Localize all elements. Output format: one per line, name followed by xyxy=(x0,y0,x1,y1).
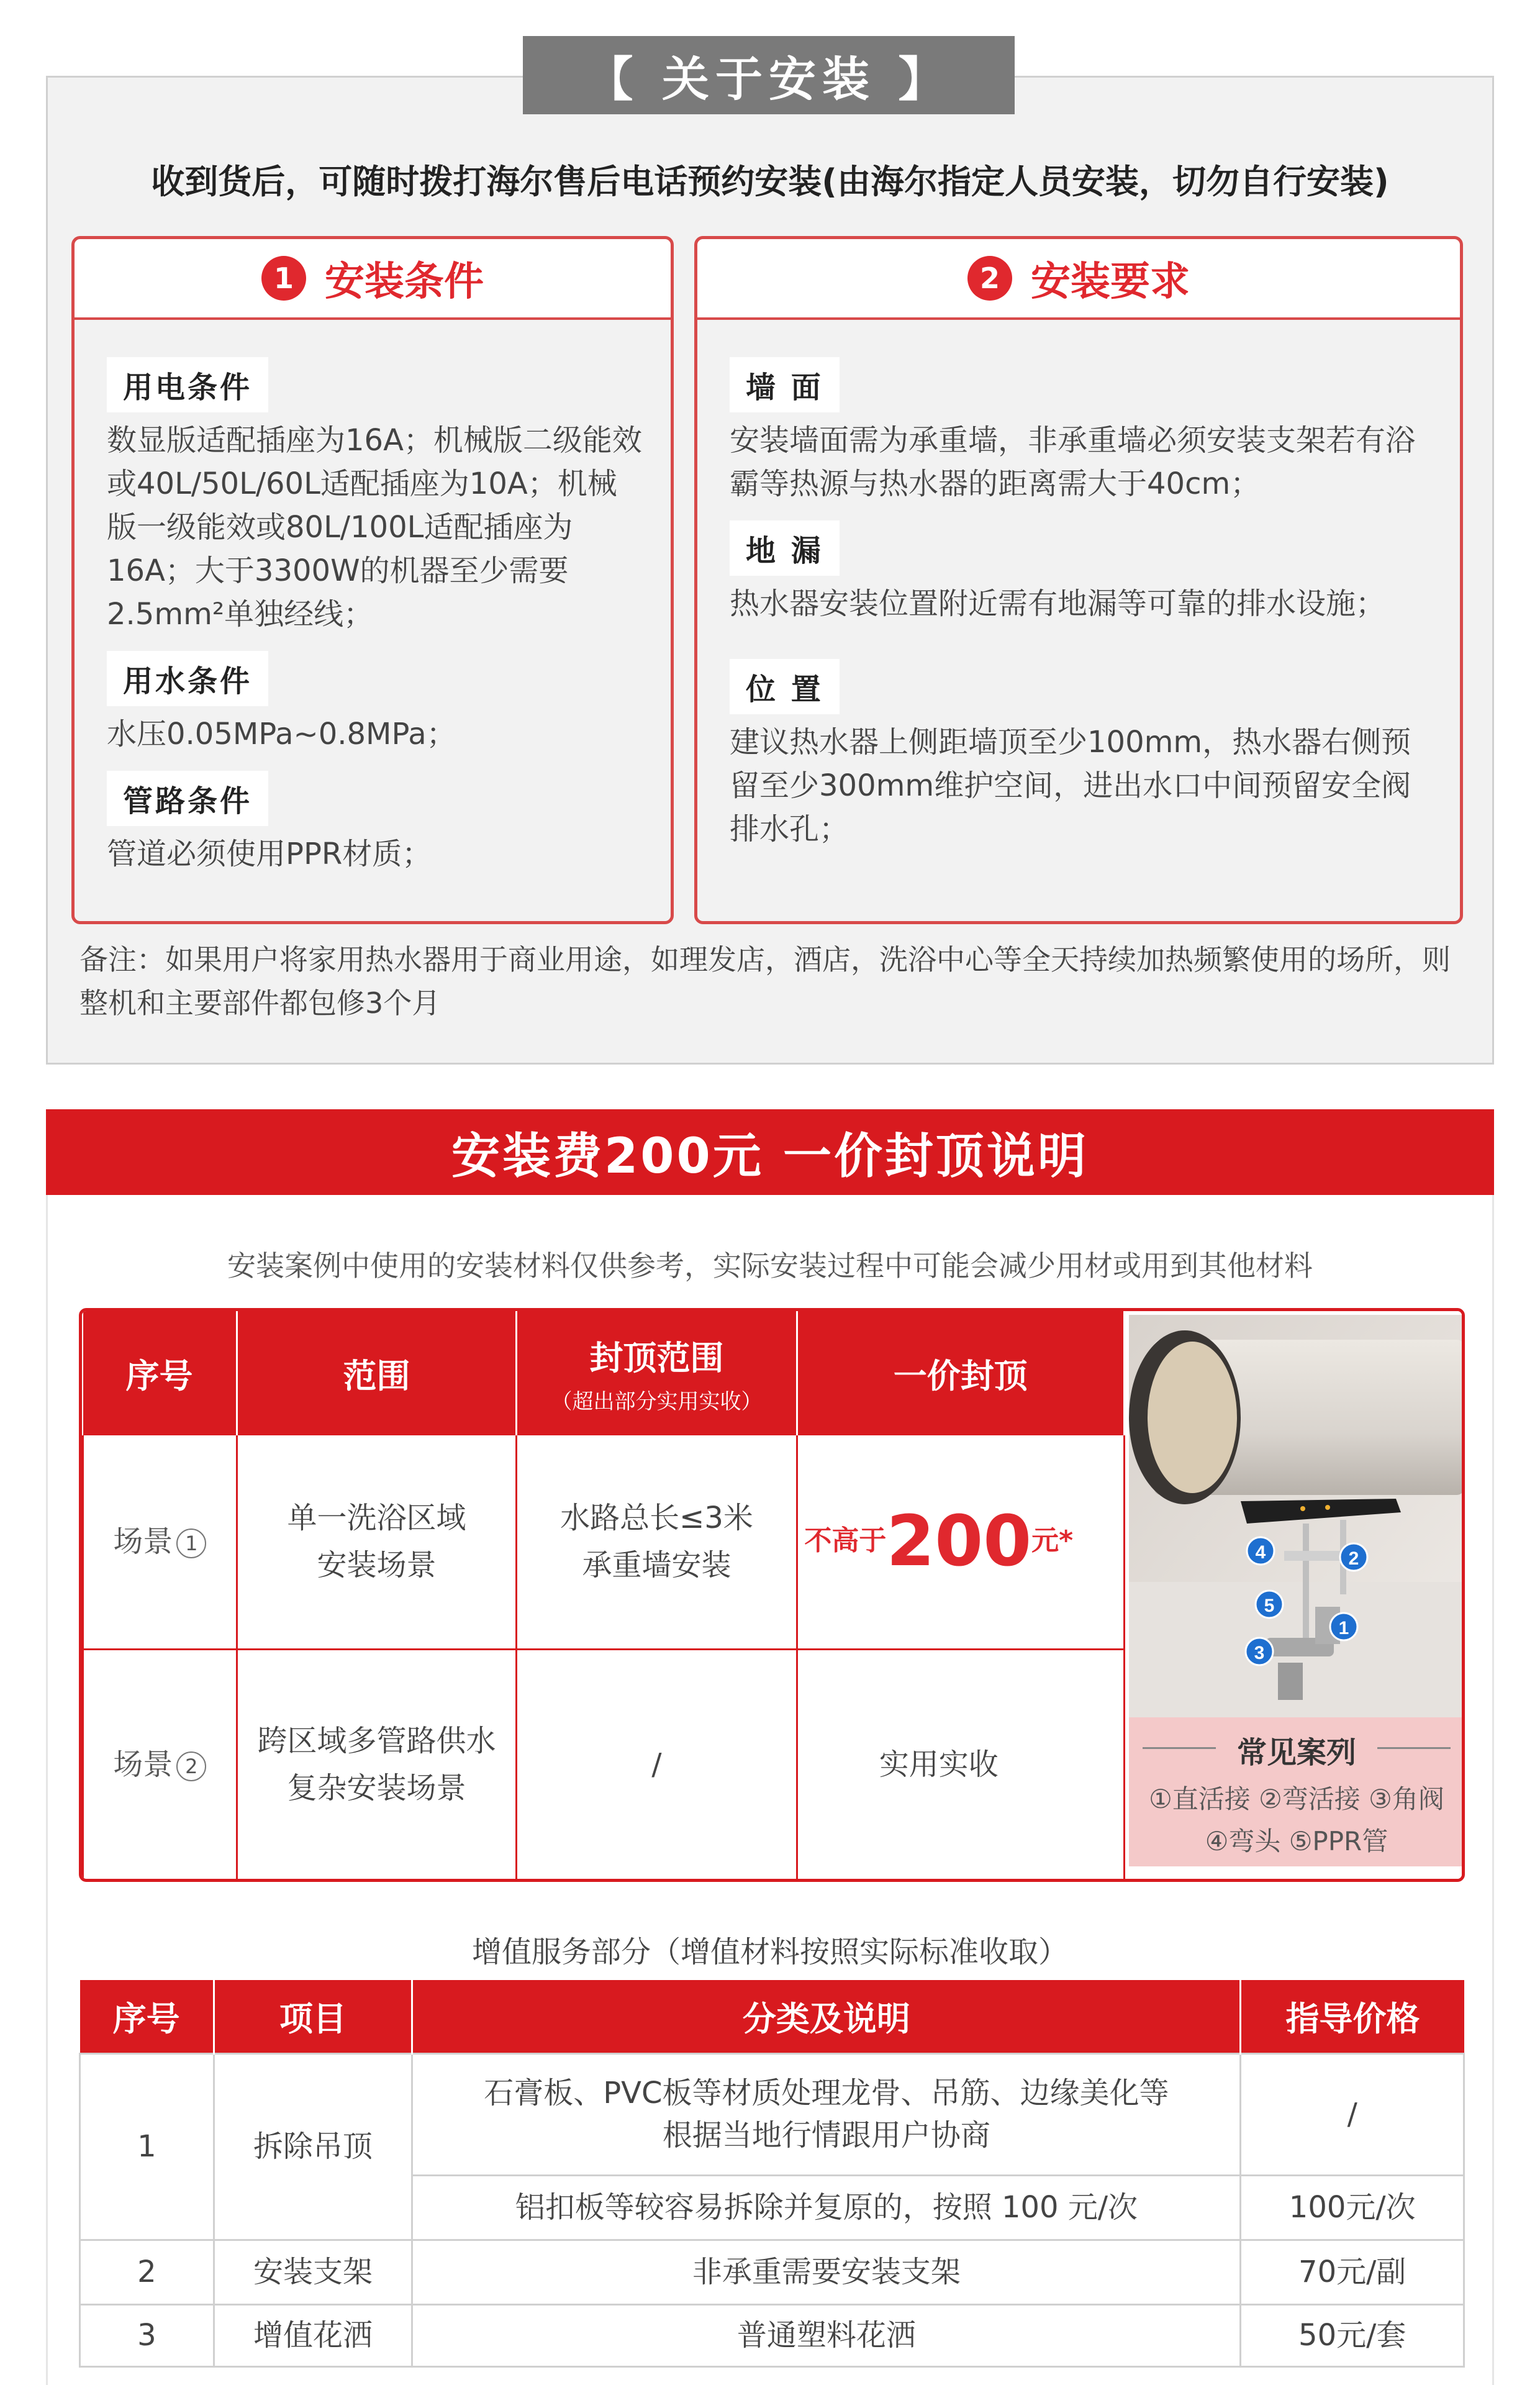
common-case-title: 常见案列 xyxy=(1236,1735,1356,1770)
pipe-conditions-tag: 管路条件 xyxy=(107,771,268,826)
installation-fee-banner: 安装费200元 一价封顶说明 xyxy=(46,1109,1494,1195)
table-row xyxy=(80,2304,1464,2366)
row-price: 100元/次 xyxy=(1241,2175,1464,2240)
floor-drain-tag: 地 漏 xyxy=(730,520,840,576)
installation-conditions-header xyxy=(75,239,671,320)
pipe-conditions-text: 管道必须使用PPR材质； xyxy=(107,837,432,871)
value-added-table xyxy=(79,1980,1465,2368)
header-no: 序号 xyxy=(80,1980,214,2053)
floor-drain-text: 热水器安装位置附近需有地漏等可靠的排水设施； xyxy=(730,586,1386,621)
marker-1: 1 xyxy=(1338,1618,1349,1638)
header-cap-range xyxy=(517,1311,797,1435)
row-number: 3 xyxy=(80,2304,214,2366)
range-line: 安装场景 xyxy=(317,1548,437,1583)
warranty-note: 备注：如果用户将家用热水器用于商业用途，如理发店，酒店，洗浴中心等全天持续加热频繁使用的场所，则整机和主要部件都包修3个月 xyxy=(79,943,1451,1020)
range-line: 单一洗浴区域 xyxy=(287,1501,466,1536)
scene-label: 场景 xyxy=(113,1524,173,1560)
wall-tag: 墙 面 xyxy=(730,357,840,412)
cap-range-line: 承重墙安装 xyxy=(582,1548,732,1583)
water-conditions-text: 水压0.05MPa~0.8MPa； xyxy=(107,717,456,752)
row-item: 安装支架 xyxy=(214,2240,412,2304)
header-guide-price: 指导价格 xyxy=(1241,1980,1464,2053)
scene-number: 1 xyxy=(176,1529,206,1558)
description-line: 石膏板、PVC板等材质处理龙骨、吊筋、边缘美化等 xyxy=(484,2076,1169,2110)
header-cap-range-label: 封顶范围 xyxy=(589,1338,724,1378)
common-case-line: ④弯头 ⑤PPR管 xyxy=(1205,1826,1388,1856)
range-line: 跨区域多管路供水 xyxy=(257,1724,496,1758)
table-row xyxy=(83,1649,1125,1880)
scene-number: 2 xyxy=(176,1751,206,1781)
installation-fee-subtitle: 安装案例中使用的安装材料仅供参考，实际安装过程中可能会减少用材或用到其他材料 xyxy=(227,1249,1313,1283)
row-description: 普通塑料花洒 xyxy=(412,2304,1241,2366)
marker-4: 4 xyxy=(1255,1542,1266,1563)
header-range: 范围 xyxy=(237,1311,517,1435)
row-price: 50元/套 xyxy=(1241,2304,1464,2366)
cap-price-cell: 实用实收 xyxy=(797,1649,1124,1880)
row-price: 70元/副 xyxy=(1241,2240,1464,2304)
description-line: 根据当地行情跟用户协商 xyxy=(662,2118,990,2153)
cap-range-cell: / xyxy=(517,1649,797,1880)
installation-requirements-header xyxy=(697,239,1460,320)
fee-cap-table-frame xyxy=(79,1308,1465,1882)
marker-2: 2 xyxy=(1348,1548,1359,1569)
row-description xyxy=(412,2053,1241,2175)
table-row xyxy=(80,2240,1464,2304)
price-value: 200 xyxy=(886,1501,1032,1583)
row-item: 拆除吊顶 xyxy=(214,2053,412,2240)
common-case-panel xyxy=(1125,1311,1465,1882)
water-conditions-tag: 用水条件 xyxy=(107,651,268,706)
common-case-legend xyxy=(1129,1717,1464,1866)
row-item: 增值花洒 xyxy=(214,2304,412,2366)
table-row xyxy=(80,2053,1464,2175)
row-description: 非承重需要安装支架 xyxy=(412,2240,1241,2304)
marker-3: 3 xyxy=(1254,1643,1265,1663)
installation-requirements-heading: 安装要求 xyxy=(1031,259,1190,305)
installation-conditions-box xyxy=(71,236,674,924)
header-no: 序号 xyxy=(83,1311,237,1435)
value-added-subtitle: 增值服务部分（增值材料按照实际标准收取） xyxy=(471,1935,1068,1969)
range-cell xyxy=(237,1435,517,1649)
water-heater-photo xyxy=(1129,1315,1464,1717)
row-price: / xyxy=(1241,2053,1464,2175)
marker-5: 5 xyxy=(1264,1596,1275,1616)
row-number: 1 xyxy=(80,2053,214,2240)
wall-text: 安装墙面需为承重墙，非承重墙必须安装支架若有浴霸等热源与热水器的距离需大于40cm； xyxy=(730,423,1416,501)
fee-cap-table xyxy=(82,1311,1125,1881)
price-suffix: 元* xyxy=(1031,1525,1074,1557)
common-case-items xyxy=(1129,1778,1464,1863)
position-text: 建议热水器上侧距墙顶至少100mm，热水器右侧预留至少300mm维护空间，进出水口中间预留安全阀排水孔； xyxy=(730,725,1411,847)
installation-fee-section xyxy=(46,1195,1494,2385)
header-description: 分类及说明 xyxy=(412,1980,1241,2053)
header-cap-range-note: （超出部分实用实收） xyxy=(551,1389,763,1414)
number-1-badge: 1 xyxy=(261,256,306,301)
price-prefix: 不高于 xyxy=(804,1525,887,1557)
table-row xyxy=(83,1435,1125,1649)
row-number: 2 xyxy=(80,2240,214,2304)
electric-conditions-text: 数显版适配插座为16A；机械版二级能效或40L/50L/60L适配插座为10A；机械版一级能效或80L/100L适配插座为16A；大于3300W的机器至少需要2.5mm²单独经线； xyxy=(107,423,642,632)
about-installation-subtitle: 收到货后，可随时拨打海尔售后电话预约安装(由海尔指定人员安装，切勿自行安装) xyxy=(151,162,1389,201)
cap-range-cell xyxy=(517,1435,797,1649)
cap-price-cell xyxy=(797,1435,1124,1649)
scene-2-cell xyxy=(83,1649,237,1880)
about-installation-title: 【 关于安装 】 xyxy=(523,36,1015,114)
cap-range-line: 水路总长≤3米 xyxy=(560,1501,753,1536)
electric-conditions-tag: 用电条件 xyxy=(107,357,268,412)
row-description: 铝扣板等较容易拆除并复原的，按照 100 元/次 xyxy=(412,2175,1241,2240)
scene-1-cell xyxy=(83,1435,237,1649)
installation-requirements-box xyxy=(694,236,1463,924)
number-2-badge: 2 xyxy=(967,256,1012,301)
range-line: 复杂安装场景 xyxy=(287,1771,466,1806)
position-tag: 位 置 xyxy=(730,659,840,714)
installation-conditions-heading: 安装条件 xyxy=(325,259,484,305)
header-item: 项目 xyxy=(214,1980,412,2053)
header-cap-price: 一价封顶 xyxy=(797,1311,1124,1435)
common-case-line: ①直活接 ②弯活接 ③角阀 xyxy=(1149,1784,1444,1814)
range-cell xyxy=(237,1649,517,1880)
scene-label: 场景 xyxy=(113,1747,173,1782)
